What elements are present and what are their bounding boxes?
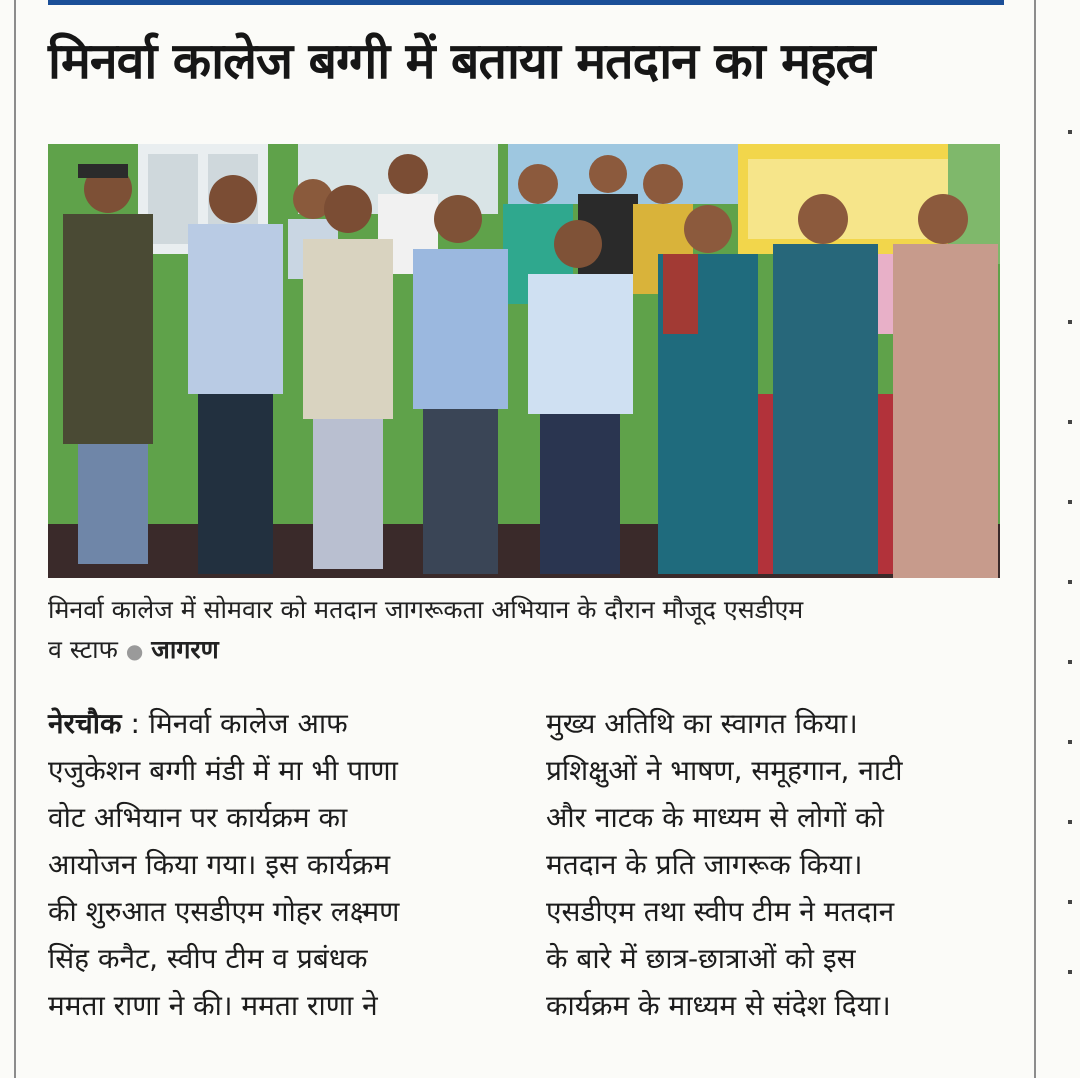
photo-caption	[48, 590, 998, 671]
article-text: मिनर्वा कालेज आफ	[148, 707, 348, 740]
headline: मिनर्वा कालेज बग्गी में बताया मतदान का महत्व	[48, 32, 875, 90]
article-line: आयोजन किया गया। इस कार्यक्रम	[48, 848, 391, 881]
article-line: प्रशिक्षुओं ने भाषण, समूहगान, नाटी	[546, 754, 903, 787]
dateline: नेरचौक	[48, 707, 122, 740]
article-line: वोट अभियान पर कार्यक्रम का	[48, 801, 348, 834]
caption-text-line2: व स्टाफ	[48, 635, 118, 664]
adjacent-column-edge	[1062, 120, 1080, 1020]
page-border-right	[1034, 0, 1036, 1078]
top-rule	[48, 0, 1004, 5]
news-photo	[48, 144, 1000, 578]
caption-separator: ●	[125, 639, 144, 663]
article-line: एजुकेशन बग्गी मंडी में मा भी पाणा	[48, 754, 398, 787]
article-line: सिंह कनैट, स्वीप टीम व प्रबंधक	[48, 942, 368, 975]
article-line: एसडीएम तथा स्वीप टीम ने मतदान	[546, 895, 895, 928]
article-line: मतदान के प्रति जागरूक किया।	[546, 848, 863, 881]
group-photo-icon	[48, 144, 1000, 578]
article-line	[48, 700, 508, 747]
article-line: की शुरुआत एसडीएम गोहर लक्ष्मण	[48, 895, 400, 928]
article-line: मुख्य अतिथि का स्वागत किया।	[546, 707, 858, 740]
article-column-right	[546, 700, 986, 1029]
article-line: ममता राणा ने की। ममता राणा ने	[48, 989, 378, 1022]
caption-credit: जागरण	[151, 635, 219, 664]
dateline-separator: :	[130, 707, 140, 740]
caption-text: मिनर्वा कालेज में सोमवार को मतदान जागरूकता अभियान के दौरान मौजूद एसडीएम	[48, 595, 804, 624]
article-column-left	[48, 700, 508, 1029]
article-line: के बारे में छात्र-छात्राओं को इस	[546, 942, 856, 975]
page-border-left	[14, 0, 16, 1078]
article-line: कार्यक्रम के माध्यम से संदेश दिया।	[546, 989, 891, 1022]
article-line: और नाटक के माध्यम से लोगों को	[546, 801, 884, 834]
